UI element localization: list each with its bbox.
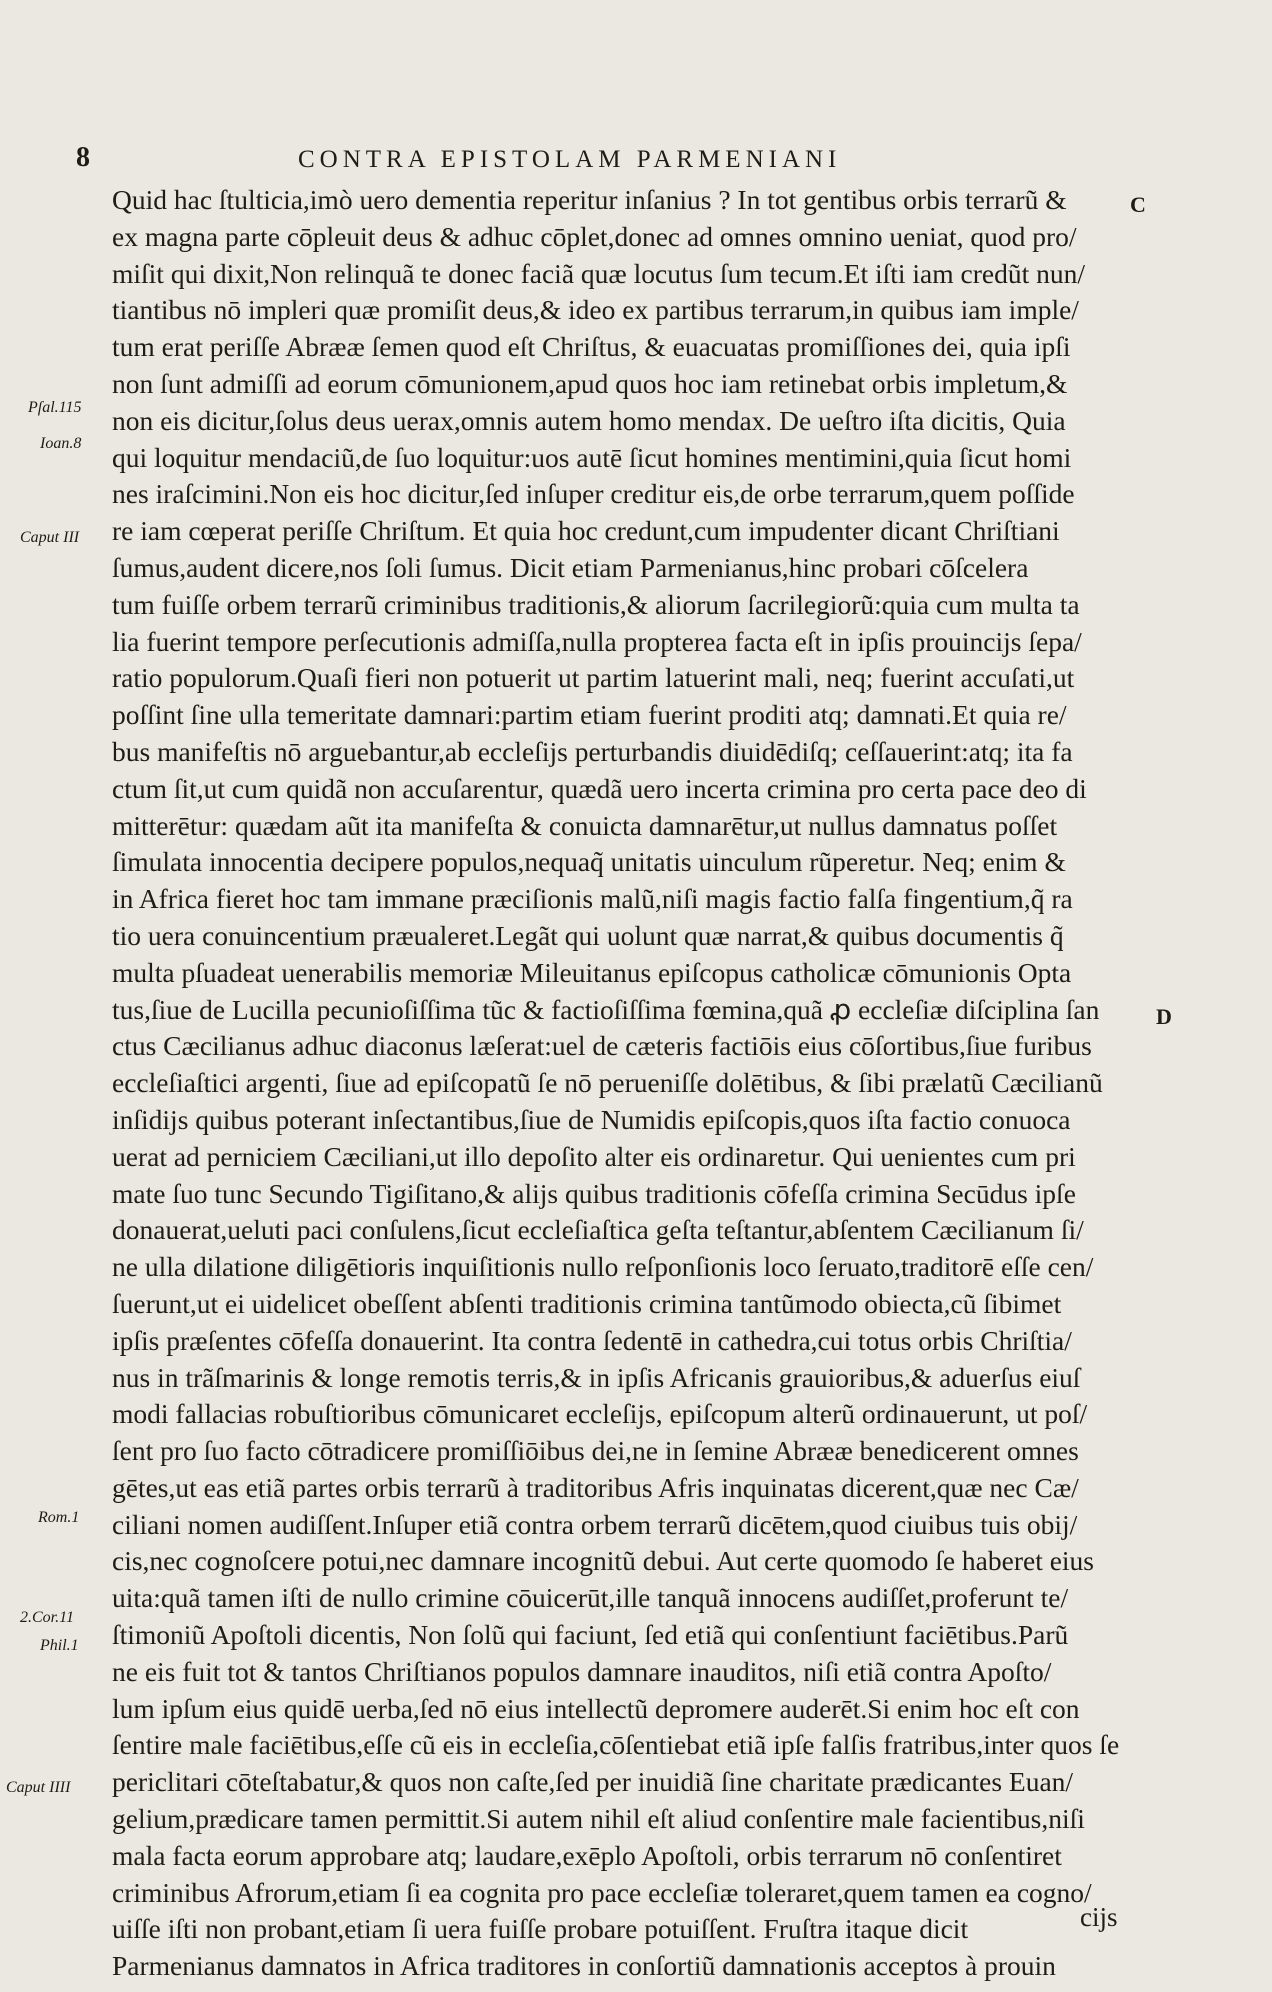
margin-note-caput-3: Caput III (20, 529, 80, 546)
text-line: nes iraſcimini.Non eis hoc dicitur,ſed inſuper creditur eis,de orbe terrarum,quem poſſide (112, 478, 1075, 510)
text-line: ipſis præſentes cōfeſſa donauerint. Ita contra ſedentē in cathedra,cui totus orbis Chriſtia/ (112, 1324, 1072, 1356)
text-line: gētes,ut eas etiã partes orbis terrarũ à traditoribus Afris inquinatas dicerent,quæ nec Cæ/ (112, 1471, 1079, 1503)
text-line: ſumus,audent dicere,nos ſoli ſumus. Dicit etiam Parmenianus,hinc probari cōſcelera (112, 551, 1029, 583)
text-line: modi fallacias robuſtioribus cōmunicaret eccleſijs, epiſcopum alterũ ordinauerunt, ut poſ/ (112, 1398, 1088, 1430)
text-line: in Africa fieret hoc tam immane præciſionis malũ,niſi magis factio falſa fingentium,q̃ ra (112, 883, 1073, 915)
text-line: ſimulata innocentia decipere populos,nequaq̃ unitatis uinculum rũperetur. Neq; enim & (112, 846, 1066, 878)
text-line: tum fuiſſe orbem terrarũ criminibus traditionis,& aliorum ſacrilegiorũ:quia cum multa ta (112, 588, 1080, 620)
catchword: cijs (1080, 1902, 1118, 1932)
section-letter-c: C (1130, 192, 1146, 217)
text-line: tio uera conuincentium præualeret.Legãt qui uolunt quæ narrat,& quibus documentis q̃ (112, 919, 1064, 951)
text-line: uerat ad perniciem Cæciliani,ut illo depoſito alter eis ordinaretur. Qui uenientes cum pri (112, 1140, 1076, 1172)
margin-note-corinthians: 2.Cor.11 (20, 1609, 74, 1626)
text-line: poſſint ſine ulla temeritate damnari:partim etiam fuerint proditi atq; damnati.Et quia re/ (112, 699, 1067, 731)
text-line: ratio populorum.Quaſi fieri non potuerit ut partim latuerint mali, neq; fuerint accuſati,ut (112, 662, 1075, 694)
text-line: criminibus Afrorum,etiam ſi ea cognita pro pace eccleſiæ toleraret,quem tamen ea cogno/ (112, 1876, 1092, 1908)
text-line: inſidijs quibus poterant inſectantibus,ſiue de Numidis epiſcopis,quos iſta factio conuoca (112, 1103, 1071, 1135)
section-letter-d: D (1156, 1004, 1172, 1029)
text-line: eccleſiaſtici argenti, ſiue ad epiſcopatũ ſe nō perueniſſe dolētibus, & ſibi prælatũ Cæcilianũ (112, 1067, 1103, 1099)
text-line: mala facta eorum approbare atq; laudare,exēplo Apoſtoli, orbis terrarum nō conſentiret (112, 1839, 1062, 1871)
text-line: ne ulla dilatione diligētioris inquiſitionis nullo reſponſionis loco ſeruato,traditorē eſſe cen/ (112, 1251, 1094, 1283)
text-line: non ſunt admiſſi ad eorum cōmunionem,apud quos hoc iam retinebat orbis impletum,& (112, 367, 1068, 399)
text-line: ne eis fuit tot & tantos Chriſtianos populos damnare inauditos, niſi etiã contra Apoſto/ (112, 1655, 1052, 1687)
text-line: lum ipſum eius quidē uerba,ſed nō eius intellectũ depromere auderēt.Si enim hoc eſt con (112, 1692, 1080, 1724)
text-line: ex magna parte cōpleuit deus & adhuc cōplet,donec ad omnes omnino ueniat, quod pro/ (112, 220, 1077, 252)
text-line: ſtimoniũ Apoſtoli dicentis, Non ſolũ qui faciunt, ſed etiã qui conſentiunt faciētibus.Parũ (112, 1619, 1069, 1651)
text-line: ſuerunt,ut ei uidelicet obeſſent abſenti traditionis crimina tantũmodo obiecta,cũ ſibimet (112, 1287, 1062, 1319)
margin-note-romans: Rom.1 (38, 1509, 80, 1526)
text-line: donauerat,ueluti paci conſulens,ſicut eccleſiaſtica geſta teſtantur,abſentem Cæcilianum ſi/ (112, 1214, 1084, 1246)
text-line: ciliani nomen audiſſent.Inſuper etiã contra orbem terrarũ dicētem,quod ciuibus tuis obij/ (112, 1508, 1078, 1540)
text-line: mate ſuo tunc Secundo Tigiſitano,& alijs quibus traditionis cōfeſſa crimina Secūdus ipſe (112, 1177, 1076, 1209)
text-line: lia fuerint tempore perſecutionis admiſſa,nulla propterea facta eſt in ipſis prouincijs ſepa/ (112, 625, 1082, 657)
text-line: nus in trãſmarinis & longe remotis terris,& in ipſis Africanis grauioribus,& aduerſus eiuſ (112, 1361, 1081, 1393)
text-line: periclitari cōteſtabatur,& quos non caſte,ſed per inuidiã ſine charitate prædicantes Euan/ (112, 1766, 1074, 1798)
text-line: Quid hac ſtulticia,imò uero dementia reperitur inſanius ? In tot gentibus orbis terrarũ & (112, 184, 1067, 215)
margin-note-caput-4: Caput IIII (6, 1779, 71, 1796)
text-line: mitterētur: quædam aũt ita manifeſta & conuicta damnarētur,ut nullus damnatus poſſet (112, 809, 1058, 841)
text-line: Parmenianus damnatos in Africa traditores in conſortiũ damnationis acceptos à prouin (112, 1950, 1056, 1982)
margin-note-psalm: Pſal.115 (28, 399, 82, 416)
text-line: uita:quã tamen iſti de nullo crimine cōuicerūt,ille tanquã innocens audiſſet,proferunt te/ (112, 1582, 1069, 1614)
text-line: uiſſe iſti non probant,etiam ſi uera fuiſſe probare potuiſſent. Fruſtra itaque dicit (112, 1913, 969, 1945)
text-line: tiantibus nō impleri quæ promiſit deus,& ideo ex partibus terrarum,in quibus iam imple/ (112, 294, 1079, 326)
text-line: re iam cœperat periſſe Chriſtum. Et quia hoc credunt,cum impudenter dicant Chriſtiani (112, 515, 1060, 547)
running-head: CONTRA EPISTOLAM PARMENIANI (298, 146, 842, 173)
text-line: cis,nec cognoſcere potui,nec damnare incognitũ debui. Aut certe quomodo ſe haberet eius (112, 1545, 1095, 1577)
text-line: tum erat periſſe Abrææ ſemen quod eſt Chriſtus, & euacuatas promiſſiones dei, quia ipſi (112, 331, 1071, 363)
text-line: miſit qui dixit,Non relinquã te donec faciã quæ locutus ſum tecum.Et iſti iam credũt nun/ (112, 257, 1085, 289)
text-line: ſentire male faciētibus,eſſe cũ eis in eccleſia,cōſentiebat etiã ipſe falſis fratribus,inter quos ſe (112, 1729, 1120, 1761)
margin-note-john: Ioan.8 (40, 435, 82, 452)
text-line: non eis dicitur,ſolus deus uerax,omnis autem homo mendax. De ueſtro iſta dicitis, Quia (112, 404, 1066, 436)
margin-note-philippians: Phil.1 (40, 1637, 79, 1654)
text-line: qui loquitur mendaciũ,de ſuo loquitur:uos autē ſicut homines mentimini,quia ſicut homi (112, 441, 1072, 473)
text-line: bus manifeſtis nō arguebantur,ab eccleſijs perturbandis diuidēdiſq; ceſſauerint:atq; ita fa (112, 735, 1073, 767)
folio-number: 8 (76, 142, 90, 173)
text-line: multa pſuadeat uenerabilis memoriæ Mileuitanus epiſcopus catholicæ cōmunionis Opta (112, 956, 1072, 988)
text-line: ctum ſit,ut cum quidã non accuſarentur, quædã uero incerta crimina pro certa pace deo di (112, 772, 1087, 804)
text-line: tus,ſiue de Lucilla pecunioſiſſima tũc & factioſiſſima fœmina,quã ꝓ eccleſiæ diſciplina ſan (112, 993, 1100, 1025)
text-line: ſent pro ſuo facto cōtradicere promiſſiōibus dei,ne in ſemine Abrææ benedicerent omnes (112, 1435, 1079, 1467)
text-line: ctus Cæcilianus adhuc diaconus læſerat:uel de cæteris factiōis eius cōſortibus,ſiue furibus (112, 1030, 1092, 1062)
body-text (112, 182, 1152, 1985)
text-line: gelium,prædicare tamen permittit.Si autem nihil eſt aliud conſentire male facientibus,niſi (112, 1803, 1085, 1835)
